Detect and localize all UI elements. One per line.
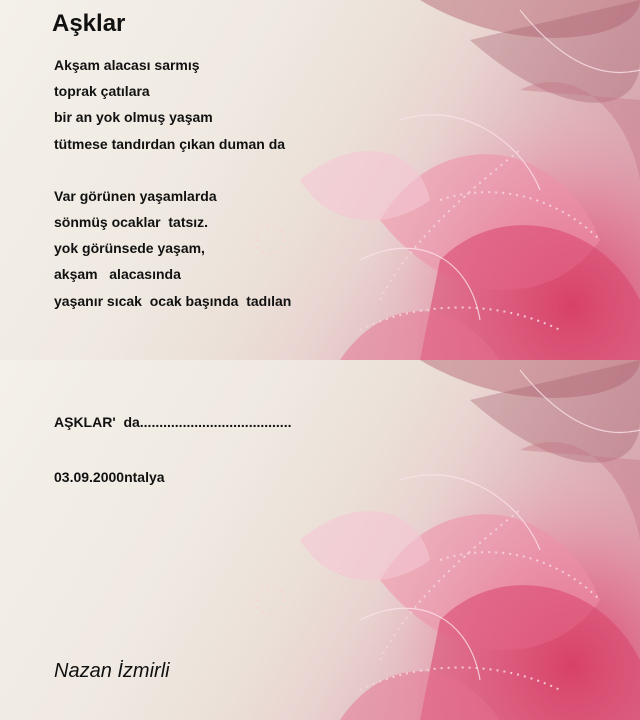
poem-line: tütmese tandırdan çıkan duman da [54, 135, 286, 152]
stanza-break [54, 157, 291, 183]
dedication-line: AŞKLAR' da....................................... [54, 414, 292, 430]
poem-line: bir an yok olmuş yaşam [54, 109, 213, 126]
author-name: Nazan İzmirli [54, 660, 170, 682]
poem-body [54, 52, 291, 314]
poem-line: Akşam alacası sarmış [54, 57, 200, 73]
poem-line: yok görünsede yaşam, [54, 240, 205, 257]
poem-line: sönmüş ocaklar tatsız. [54, 213, 209, 230]
poem-line: toprak çatılara [54, 83, 150, 100]
poem-line: akşam alacasında [54, 266, 181, 283]
date-place-line: 03.09.2000ntalya [54, 469, 165, 485]
poem-line: Var görünen yaşamlarda [54, 187, 217, 204]
poem-title: Aşklar [52, 10, 126, 37]
poem-line: yaşanır sıcak ocak başında tadılan [54, 292, 292, 309]
